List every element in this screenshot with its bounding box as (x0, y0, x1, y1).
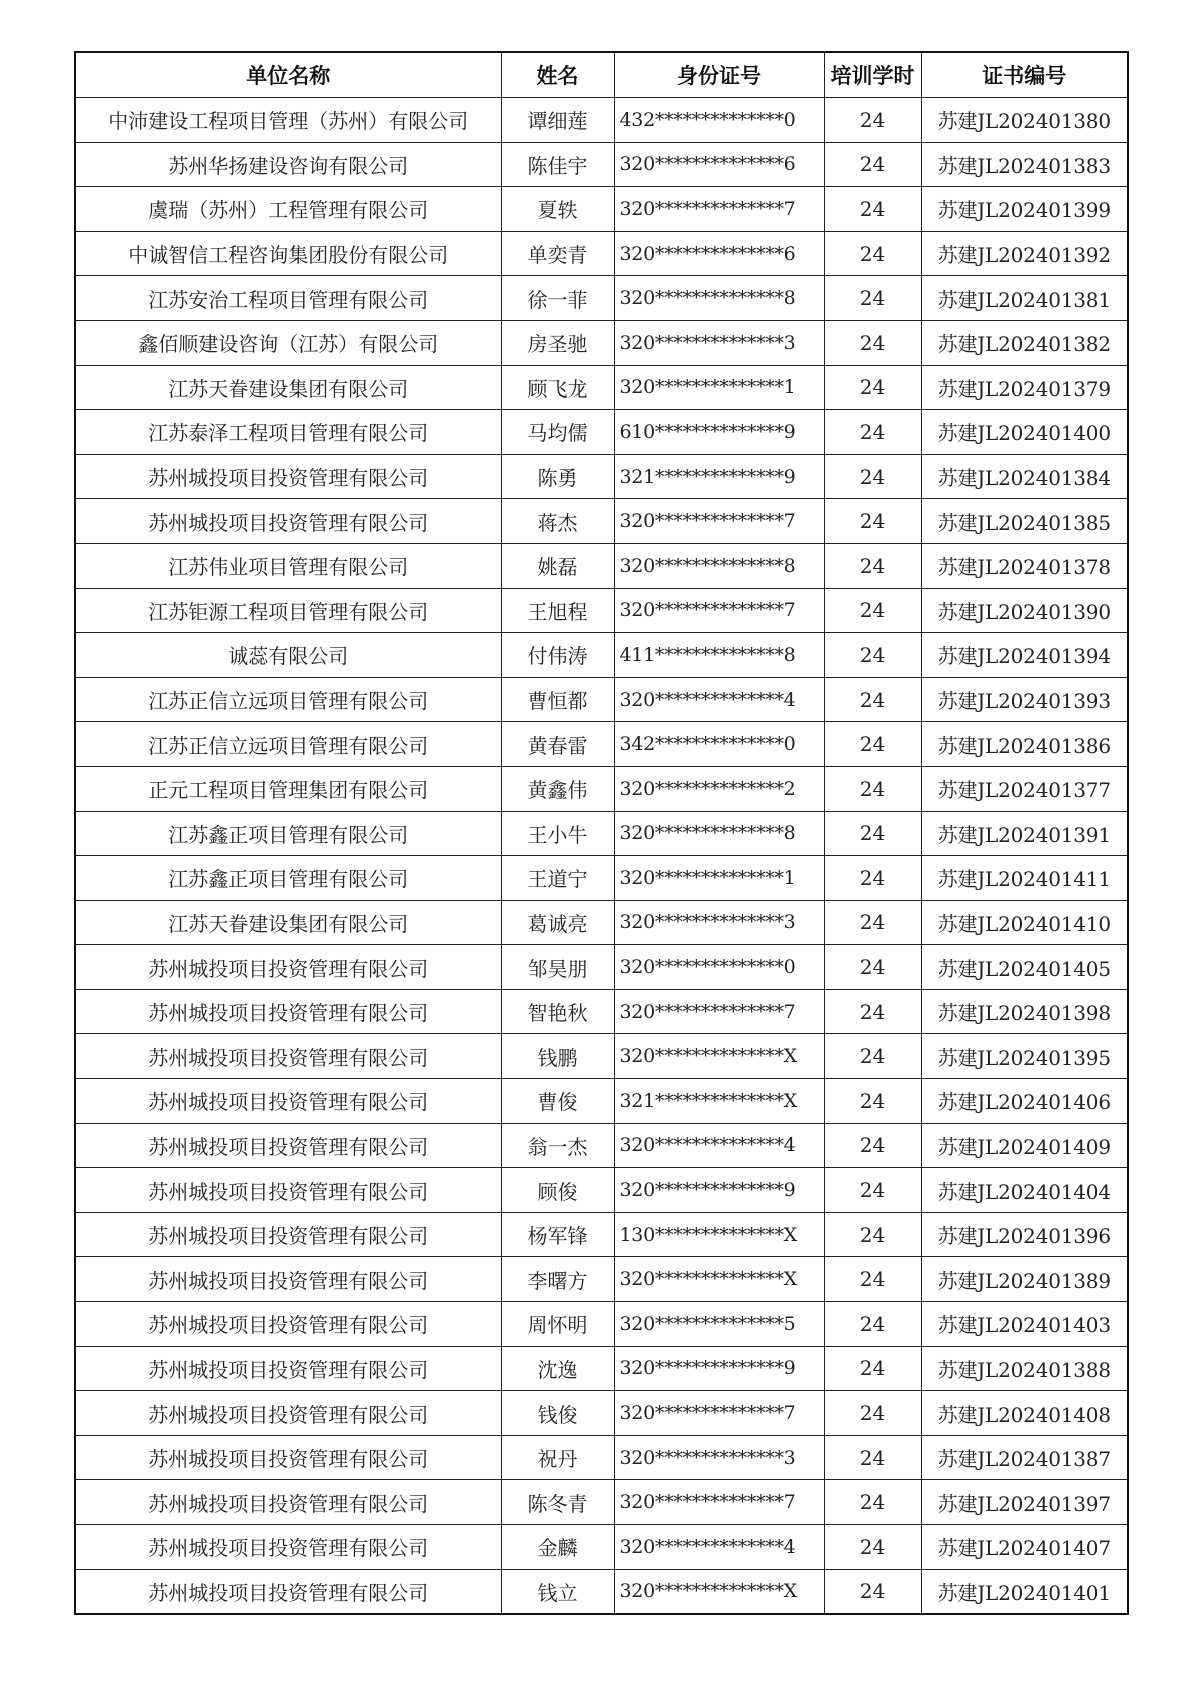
person-name-cell: 蒋杰 (501, 499, 614, 544)
training-hours-cell: 24 (824, 1302, 921, 1347)
id-number-cell: 320**************3 (614, 900, 824, 945)
id-number-cell: 320**************8 (614, 811, 824, 856)
person-name-cell: 陈冬青 (501, 1480, 614, 1525)
company-cell: 江苏天眷建设集团有限公司 (75, 365, 501, 410)
person-name-cell: 房圣驰 (501, 320, 614, 365)
person-name-cell: 付伟涛 (501, 633, 614, 678)
id-number-cell: 320**************7 (614, 588, 824, 633)
training-hours-cell: 24 (824, 1391, 921, 1436)
person-name-cell: 王道宁 (501, 856, 614, 901)
training-hours-cell: 24 (824, 410, 921, 455)
training-hours-cell: 24 (824, 811, 921, 856)
company-cell: 苏州城投项目投资管理有限公司 (75, 1435, 501, 1480)
company-cell: 江苏鑫正项目管理有限公司 (75, 811, 501, 856)
certificate-number-cell: 苏建JL202401401 (921, 1569, 1128, 1614)
certificate-number-cell: 苏建JL202401388 (921, 1346, 1128, 1391)
id-number-cell: 320**************7 (614, 1391, 824, 1436)
person-name-cell: 智艳秋 (501, 989, 614, 1034)
person-name-cell: 钱鹏 (501, 1034, 614, 1079)
certificate-number-cell: 苏建JL202401378 (921, 543, 1128, 588)
person-name-cell: 王旭程 (501, 588, 614, 633)
id-number-cell: 320**************8 (614, 276, 824, 321)
training-hours-cell: 24 (824, 1569, 921, 1614)
certificate-number-cell: 苏建JL202401397 (921, 1480, 1128, 1525)
company-cell: 江苏伟业项目管理有限公司 (75, 543, 501, 588)
company-cell: 诚蕊有限公司 (75, 633, 501, 678)
certificate-number-cell: 苏建JL202401389 (921, 1257, 1128, 1302)
id-number-cell: 320**************5 (614, 1302, 824, 1347)
training-hours-cell: 24 (824, 1034, 921, 1079)
person-name-cell: 沈逸 (501, 1346, 614, 1391)
table-row (75, 1123, 1128, 1168)
table-row (75, 365, 1128, 410)
training-hours-cell: 24 (824, 588, 921, 633)
table-row (75, 811, 1128, 856)
table-row (75, 1302, 1128, 1347)
table-body (75, 98, 1128, 1615)
certificate-number-cell: 苏建JL202401383 (921, 142, 1128, 187)
table-row (75, 588, 1128, 633)
person-name-cell: 陈勇 (501, 454, 614, 499)
certificate-number-cell: 苏建JL202401404 (921, 1168, 1128, 1213)
company-cell: 苏州城投项目投资管理有限公司 (75, 454, 501, 499)
certificate-number-cell: 苏建JL202401403 (921, 1302, 1128, 1347)
training-hours-cell: 24 (824, 1525, 921, 1570)
id-number-cell: 320**************4 (614, 1123, 824, 1168)
training-hours-cell: 24 (824, 856, 921, 901)
company-cell: 江苏安治工程项目管理有限公司 (75, 276, 501, 321)
table-row (75, 543, 1128, 588)
table-row (75, 989, 1128, 1034)
training-hours-cell: 24 (824, 633, 921, 678)
table-row (75, 1168, 1128, 1213)
id-number-cell: 320**************2 (614, 766, 824, 811)
training-hours-cell: 24 (824, 677, 921, 722)
person-name-cell: 杨军锋 (501, 1212, 614, 1257)
table-row (75, 722, 1128, 767)
person-name-cell: 夏轶 (501, 187, 614, 232)
certificate-number-cell: 苏建JL202401391 (921, 811, 1128, 856)
person-name-cell: 曹俊 (501, 1079, 614, 1124)
training-hours-cell: 24 (824, 142, 921, 187)
certificate-number-cell: 苏建JL202401394 (921, 633, 1128, 678)
company-cell: 中诚智信工程咨询集团股份有限公司 (75, 231, 501, 276)
header-name: 姓名 (501, 52, 614, 98)
id-number-cell: 320**************1 (614, 856, 824, 901)
certificate-number-cell: 苏建JL202401400 (921, 410, 1128, 455)
company-cell: 鑫佰顺建设咨询（江苏）有限公司 (75, 320, 501, 365)
certificate-number-cell: 苏建JL202401398 (921, 989, 1128, 1034)
id-number-cell: 320**************X (614, 1569, 824, 1614)
table-row (75, 231, 1128, 276)
person-name-cell: 李曙方 (501, 1257, 614, 1302)
company-cell: 苏州城投项目投资管理有限公司 (75, 1212, 501, 1257)
training-hours-cell: 24 (824, 1480, 921, 1525)
training-hours-cell: 24 (824, 766, 921, 811)
table-row (75, 1391, 1128, 1436)
table-row (75, 1346, 1128, 1391)
person-name-cell: 黄鑫伟 (501, 766, 614, 811)
table-row (75, 766, 1128, 811)
id-number-cell: 320**************X (614, 1034, 824, 1079)
training-hours-cell: 24 (824, 945, 921, 990)
id-number-cell: 320**************3 (614, 320, 824, 365)
company-cell: 苏州城投项目投资管理有限公司 (75, 1079, 501, 1124)
id-number-cell: 320**************3 (614, 1435, 824, 1480)
person-name-cell: 钱俊 (501, 1391, 614, 1436)
table-row (75, 1525, 1128, 1570)
person-name-cell: 钱立 (501, 1569, 614, 1614)
id-number-cell: 342**************0 (614, 722, 824, 767)
table-row (75, 1212, 1128, 1257)
table-header-row (75, 52, 1128, 98)
training-hours-cell: 24 (824, 543, 921, 588)
company-cell: 中沛建设工程项目管理（苏州）有限公司 (75, 98, 501, 143)
training-hours-cell: 24 (824, 187, 921, 232)
id-number-cell: 320**************6 (614, 142, 824, 187)
training-hours-cell: 24 (824, 1079, 921, 1124)
training-hours-cell: 24 (824, 989, 921, 1034)
certificate-number-cell: 苏建JL202401405 (921, 945, 1128, 990)
certificate-number-cell: 苏建JL202401386 (921, 722, 1128, 767)
person-name-cell: 顾俊 (501, 1168, 614, 1213)
person-name-cell: 顾飞龙 (501, 365, 614, 410)
company-cell: 苏州城投项目投资管理有限公司 (75, 1391, 501, 1436)
training-hours-cell: 24 (824, 1168, 921, 1213)
person-name-cell: 周怀明 (501, 1302, 614, 1347)
id-number-cell: 320**************8 (614, 543, 824, 588)
certificate-number-cell: 苏建JL202401399 (921, 187, 1128, 232)
company-cell: 苏州华扬建设咨询有限公司 (75, 142, 501, 187)
training-hours-cell: 24 (824, 365, 921, 410)
company-cell: 苏州城投项目投资管理有限公司 (75, 1168, 501, 1213)
id-number-cell: 610**************9 (614, 410, 824, 455)
company-cell: 苏州城投项目投资管理有限公司 (75, 1569, 501, 1614)
person-name-cell: 王小牛 (501, 811, 614, 856)
company-cell: 苏州城投项目投资管理有限公司 (75, 1302, 501, 1347)
company-cell: 江苏鑫正项目管理有限公司 (75, 856, 501, 901)
training-hours-cell: 24 (824, 1435, 921, 1480)
table-row (75, 1257, 1128, 1302)
table-row (75, 1034, 1128, 1079)
person-name-cell: 祝丹 (501, 1435, 614, 1480)
certificate-number-cell: 苏建JL202401390 (921, 588, 1128, 633)
person-name-cell: 葛诚亮 (501, 900, 614, 945)
id-number-cell: 320**************7 (614, 187, 824, 232)
company-cell: 江苏钜源工程项目管理有限公司 (75, 588, 501, 633)
table-row (75, 410, 1128, 455)
certificate-number-cell: 苏建JL202401409 (921, 1123, 1128, 1168)
company-cell: 虞瑞（苏州）工程管理有限公司 (75, 187, 501, 232)
id-number-cell: 320**************9 (614, 1346, 824, 1391)
certificate-number-cell: 苏建JL202401382 (921, 320, 1128, 365)
table-row (75, 276, 1128, 321)
table-row (75, 1079, 1128, 1124)
training-hours-cell: 24 (824, 1257, 921, 1302)
table-row (75, 945, 1128, 990)
certificate-number-cell: 苏建JL202401393 (921, 677, 1128, 722)
training-hours-cell: 24 (824, 98, 921, 143)
training-hours-cell: 24 (824, 454, 921, 499)
training-hours-cell: 24 (824, 1123, 921, 1168)
person-name-cell: 徐一菲 (501, 276, 614, 321)
certificate-number-cell: 苏建JL202401379 (921, 365, 1128, 410)
certificate-number-cell: 苏建JL202401410 (921, 900, 1128, 945)
training-hours-cell: 24 (824, 1212, 921, 1257)
company-cell: 江苏正信立远项目管理有限公司 (75, 677, 501, 722)
id-number-cell: 321**************9 (614, 454, 824, 499)
company-cell: 苏州城投项目投资管理有限公司 (75, 1346, 501, 1391)
certificate-number-cell: 苏建JL202401395 (921, 1034, 1128, 1079)
id-number-cell: 432**************0 (614, 98, 824, 143)
company-cell: 江苏天眷建设集团有限公司 (75, 900, 501, 945)
header-company: 单位名称 (75, 52, 501, 98)
company-cell: 正元工程项目管理集团有限公司 (75, 766, 501, 811)
training-hours-cell: 24 (824, 276, 921, 321)
id-number-cell: 320**************4 (614, 677, 824, 722)
certificate-number-cell: 苏建JL202401377 (921, 766, 1128, 811)
id-number-cell: 320**************6 (614, 231, 824, 276)
company-cell: 苏州城投项目投资管理有限公司 (75, 1034, 501, 1079)
certificate-number-cell: 苏建JL202401411 (921, 856, 1128, 901)
company-cell: 苏州城投项目投资管理有限公司 (75, 1480, 501, 1525)
table-row (75, 98, 1128, 143)
header-training-hours: 培训学时 (824, 52, 921, 98)
company-cell: 苏州城投项目投资管理有限公司 (75, 945, 501, 990)
id-number-cell: 320**************1 (614, 365, 824, 410)
company-cell: 苏州城投项目投资管理有限公司 (75, 1525, 501, 1570)
id-number-cell: 320**************7 (614, 499, 824, 544)
id-number-cell: 321**************X (614, 1079, 824, 1124)
id-number-cell: 411**************8 (614, 633, 824, 678)
person-name-cell: 曹恒都 (501, 677, 614, 722)
training-hours-cell: 24 (824, 900, 921, 945)
company-cell: 苏州城投项目投资管理有限公司 (75, 1123, 501, 1168)
certificate-number-cell: 苏建JL202401385 (921, 499, 1128, 544)
table-row (75, 856, 1128, 901)
training-hours-cell: 24 (824, 1346, 921, 1391)
table-row (75, 142, 1128, 187)
certificate-number-cell: 苏建JL202401384 (921, 454, 1128, 499)
certificate-number-cell: 苏建JL202401381 (921, 276, 1128, 321)
certificate-number-cell: 苏建JL202401387 (921, 1435, 1128, 1480)
table-row (75, 454, 1128, 499)
table-row (75, 1569, 1128, 1614)
person-name-cell: 谭细莲 (501, 98, 614, 143)
training-hours-cell: 24 (824, 320, 921, 365)
table-row (75, 1480, 1128, 1525)
person-name-cell: 陈佳宇 (501, 142, 614, 187)
table-row (75, 900, 1128, 945)
person-name-cell: 邹昊朋 (501, 945, 614, 990)
person-name-cell: 马均儒 (501, 410, 614, 455)
certificate-number-cell: 苏建JL202401392 (921, 231, 1128, 276)
certificate-number-cell: 苏建JL202401408 (921, 1391, 1128, 1436)
table-row (75, 1435, 1128, 1480)
company-cell: 苏州城投项目投资管理有限公司 (75, 1257, 501, 1302)
id-number-cell: 320**************0 (614, 945, 824, 990)
header-certificate-number: 证书编号 (921, 52, 1128, 98)
company-cell: 江苏泰泽工程项目管理有限公司 (75, 410, 501, 455)
table-row (75, 677, 1128, 722)
id-number-cell: 320**************7 (614, 1480, 824, 1525)
person-name-cell: 姚磊 (501, 543, 614, 588)
certificate-number-cell: 苏建JL202401380 (921, 98, 1128, 143)
id-number-cell: 320**************9 (614, 1168, 824, 1213)
header-id-number: 身份证号 (614, 52, 824, 98)
company-cell: 江苏正信立远项目管理有限公司 (75, 722, 501, 767)
table-row (75, 320, 1128, 365)
certificate-number-cell: 苏建JL202401406 (921, 1079, 1128, 1124)
table-row (75, 633, 1128, 678)
training-hours-cell: 24 (824, 499, 921, 544)
table-row (75, 499, 1128, 544)
person-name-cell: 翁一杰 (501, 1123, 614, 1168)
certificate-number-cell: 苏建JL202401396 (921, 1212, 1128, 1257)
person-name-cell: 黄春雷 (501, 722, 614, 767)
certificate-number-cell: 苏建JL202401407 (921, 1525, 1128, 1570)
company-cell: 苏州城投项目投资管理有限公司 (75, 499, 501, 544)
id-number-cell: 320**************4 (614, 1525, 824, 1570)
table-row (75, 187, 1128, 232)
person-name-cell: 金麟 (501, 1525, 614, 1570)
person-name-cell: 单奕青 (501, 231, 614, 276)
id-number-cell: 320**************X (614, 1257, 824, 1302)
id-number-cell: 130**************X (614, 1212, 824, 1257)
training-hours-cell: 24 (824, 231, 921, 276)
training-hours-cell: 24 (824, 722, 921, 767)
certificate-table (74, 51, 1129, 1615)
id-number-cell: 320**************7 (614, 989, 824, 1034)
company-cell: 苏州城投项目投资管理有限公司 (75, 989, 501, 1034)
